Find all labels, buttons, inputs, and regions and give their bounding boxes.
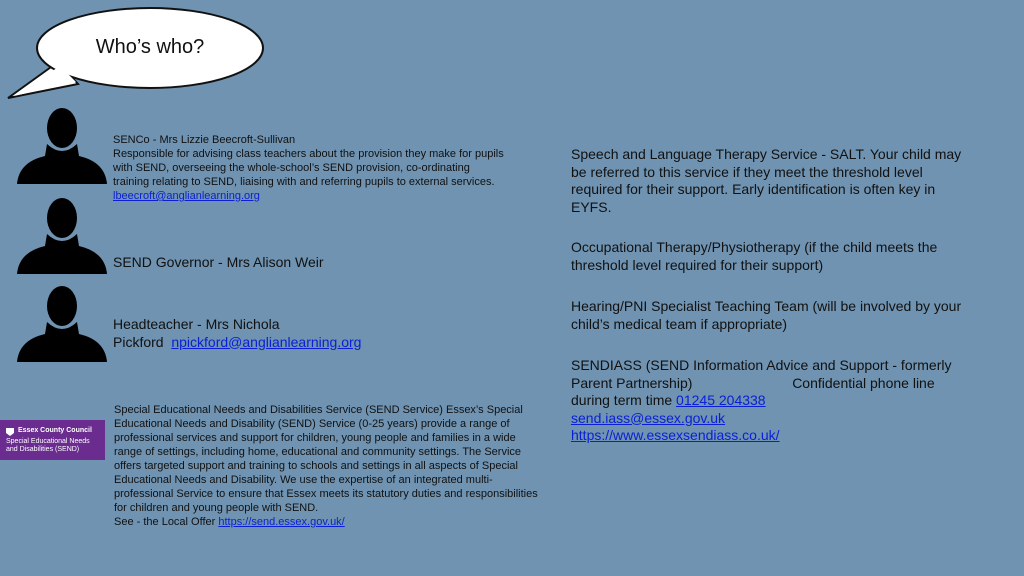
send-service-block	[114, 403, 538, 529]
governor-text: SEND Governor - Mrs Alison Weir	[113, 254, 324, 270]
senco-email-link[interactable]: lbeecroft@anglianlearning.org	[113, 190, 260, 202]
salt-text: Speech and Language Therapy Service - SALT. Your child may be referred to this service if they meet the threshold level required for their support. Early identification is often key in EYFS.	[571, 146, 962, 215]
local-offer-link[interactable]: https://send.essex.gov.uk/	[218, 516, 345, 528]
hearing-text: Hearing/PNI Specialist Teaching Team (will be involved by your child’s medical team if appropriate)	[571, 298, 962, 332]
sendiass-term-time: during term time	[571, 392, 673, 408]
headteacher-email-link[interactable]: npickford@anglianlearning.org	[171, 333, 362, 350]
sendiass-website-link[interactable]: https://www.essexsendiass.co.uk/	[571, 427, 780, 443]
logo-line-3: and Disabilities (SEND)	[6, 446, 80, 453]
headteacher-block	[113, 316, 413, 351]
sendiass-phone-link[interactable]: 01245 204338	[676, 392, 766, 408]
person-silhouette-icon	[17, 284, 107, 362]
person-silhouette-icon	[17, 106, 107, 184]
sendiass-formerly: Parent Partnership)	[571, 374, 693, 391]
headteacher-surname: Pickford	[113, 333, 164, 350]
sendiass-title: SENDIASS (SEND Information Advice and Support - formerly	[571, 357, 952, 373]
sendiass-line-3	[571, 392, 991, 410]
crest-icon	[6, 428, 14, 436]
person-silhouette-icon	[17, 196, 107, 274]
logo-line-1: Essex County Council	[18, 427, 92, 434]
sendiass-line-2	[571, 375, 991, 393]
ot-physio-text: Occupational Therapy/Physiotherapy (if the child meets the threshold level required for their support)	[571, 239, 938, 273]
sendiass-phone-label: Confidential phone line	[792, 374, 935, 391]
send-service-description: Special Educational Needs and Disabilities Service (SEND Service) Essex’s Special Educational Needs and Disability (SEND) Service (0-25 years) provide a range of professional services and support for children, young people and families in a wide range of settings, including home, educational and community settings. The Service offers targeted support and training to schools and settings in all aspects of Special Educational Needs and Disability. We use the expertise of an integrated multi- professional Service to ensure that Essex meets its statutory duties and responsibilities for children and young people with SEND.	[114, 404, 538, 514]
headteacher-title: Headteacher - Mrs Nichola	[113, 316, 280, 332]
senco-title: SENCo - Mrs Lizzie Beecroft-Sullivan	[113, 134, 296, 146]
bubble-title: Who’s who?	[95, 36, 205, 58]
senco-block	[113, 133, 508, 203]
essex-send-logo	[0, 420, 105, 460]
sendiass-email-link[interactable]: send.iass@essex.gov.uk	[571, 409, 726, 426]
sendiass-block	[571, 357, 991, 445]
logo-line-2: Special Educational Needs	[6, 438, 90, 445]
senco-description: Responsible for advising class teachers about the provision they make for pupils with SEND, overseeing the whole-school’s SEND provision, co-ordinating training relating to SEND, liaising with and referring pupils to external services.	[113, 148, 504, 188]
local-offer-label: See - the Local Offer	[114, 516, 216, 528]
